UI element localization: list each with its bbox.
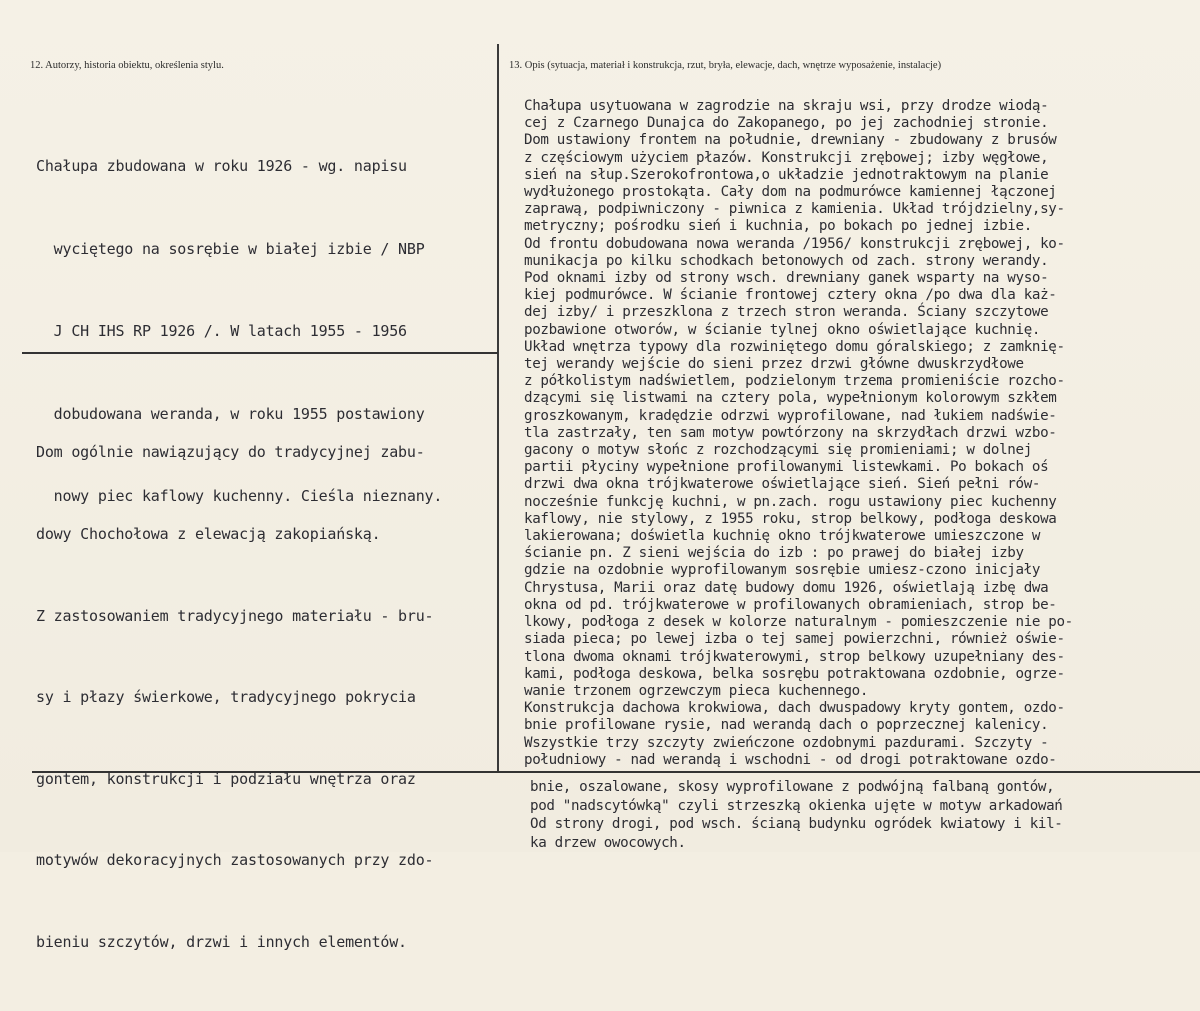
description-line: Od frontu dobudowana nowa weranda /1956/ konstrukcji zrębowej, ko-	[524, 235, 1065, 252]
description-text	[524, 98, 1073, 769]
column-divider	[497, 44, 499, 772]
description-line: Chałupa usytuowana w zagrodzie na skraju wsi, przy drodze wiodą-	[524, 98, 1049, 114]
description-line: kiej podmurówce. W ścianie frontowej cztery okna /po dwa dla każ-	[524, 287, 1057, 304]
description-line: Chrystusa, Marii oraz datę budowy domu 1926, oświetlają izbę dwa	[524, 579, 1049, 596]
description-line: tej werandy wejście do sieni przez drzwi główne dwuskrzydłowe	[524, 356, 1024, 373]
description-line: tlona dwoma oknami trójkwaterowymi, strop belkowy uzupełniany des-	[524, 648, 1065, 665]
description-line: Konstrukcja dachowa krokwiowa, dach dwuspadowy kryty gontem, ozdo-	[524, 700, 1065, 717]
section-13-header: 13. Opis (sytuacja, materiał i konstrukcja, rzut, bryła, elewacje, dach, wnętrze wyposażenie, instalacje)	[509, 60, 942, 71]
description-line: siada pieca; po lewej izba o tej samej powierzchni, również oświe-	[524, 631, 1065, 648]
style-line: bieniu szczytów, drzwi i innych elementów.	[36, 933, 407, 952]
style-line: gontem, konstrukcji i podziału wnętrza oraz	[36, 769, 416, 788]
description-line: metryczny; pośrodku sień i kuchnia, po bokach po jednej izbie.	[524, 218, 1032, 235]
style-line: Z zastosowaniem tradycyjnego materiału - bru-	[36, 606, 434, 625]
history-line: Chałupa zbudowana w roku 1926 - wg. napisu	[36, 157, 407, 175]
description-line: sień na słup.Szerokofrontowa,o układzie jednotraktowym na planie	[524, 166, 1049, 183]
description-line: Wszystkie trzy szczyty zwieńczone ozdobnymi pazdurami. Szczyty -	[524, 734, 1049, 751]
style-line: Dom ogólnie nawiązujący do tradycyjnej zabu-	[36, 443, 425, 462]
description-line: drzwi dwa okna trójkwaterowe oświetlające sień. Sień pełni rów-	[524, 476, 1041, 493]
description-line: gdzie na ozdobnie wyprofilowanym sosrębie umiesz-czono inicjały	[524, 562, 1041, 579]
description-line: kaflowy, nie stylowy, z 1955 roku, strop belkowy, podłoga deskowa	[524, 510, 1057, 527]
history-line: dobudowana weranda, w roku 1955 postawiony	[36, 404, 425, 423]
style-text	[36, 385, 433, 1011]
description-line: Od strony drogi, pod wsch. ścianą budynku ogródek kwiatowy i kil-	[530, 816, 1063, 833]
description-line: Dom ustawiony frontem na południe, drewniany - zbudowany z brusów	[524, 132, 1057, 149]
history-line: J CH IHS RP 1926 /. W latach 1955 - 1956	[36, 322, 407, 340]
description-line: z częściowym użyciem płazów. Konstrukcji zrębowej; izby węgłowe,	[524, 149, 1049, 166]
description-line: munikacja po kilku schodkach betonowych od zach. strony werandy.	[524, 252, 1049, 269]
style-line: sy i płazy świerkowe, tradycyjnego pokrycia	[36, 688, 416, 707]
description-line: groszkowanym, kradędzie odrzwi wyprofilowane, nad łukiem nadświe-	[524, 407, 1057, 424]
description-line: zaprawą, podpiwniczony - piwnica z kamienia. Układ trójdzielny,sy-	[524, 201, 1065, 218]
description-line: tla zastrzały, ten sam motyw powtórzony na skrzydłach drzwi wzbo-	[524, 424, 1057, 441]
description-line: z półkolistym nadświetlem, podzielonym trzema promieniście rozcho-	[524, 373, 1065, 390]
description-line: bnie profilowane rysie, nad werandą dach o poprzecznej kalenicy.	[524, 717, 1049, 734]
description-line: pozbawione otworów, w ścianie tylnej okno oświetlające kuchnię.	[524, 321, 1041, 338]
style-line: motywów dekoracyjnych zastosowanych przy zdo-	[36, 851, 434, 870]
description-line: wanie trzonem ogrzewczym pieca kuchennego.	[524, 682, 869, 699]
description-line: kami, podłoga deskowa, belka sosrębu potraktowana ozdobnie, ogrze-	[524, 665, 1065, 682]
description-line: południowy - nad werandą i wschodni - od drogi potraktowane ozdo-	[524, 751, 1057, 768]
history-line: wyciętego na sosrębie w białej izbie / NBP	[36, 239, 425, 258]
description-line: okna od pd. trójkwaterowe w profilowanych obramieniach, strop be-	[524, 596, 1057, 613]
description-line: Układ wnętrza typowy dla rozwiniętego domu góralskiego; z zamknię-	[524, 338, 1065, 355]
description-line: wydłużonego prostokąta. Cały dom na podmurówce kamiennej łączonej	[524, 184, 1057, 201]
description-line: ka drzew owocowych.	[530, 834, 686, 851]
description-line: cej z Czarnego Dunajca do Zakopanego, po jej zachodniej stronie.	[524, 115, 1049, 132]
description-line: partii płyciny wypełnione profilowanymi listewkami. Po bokach oś	[524, 459, 1049, 476]
description-line: dzącymi się listwami na cztery pola, wypełnionym kolorowym szkłem	[524, 390, 1057, 407]
description-continuation	[530, 778, 1062, 852]
description-line: Pod oknami izby od strony wsch. drewniany ganek wsparty na wyso-	[524, 270, 1049, 287]
description-line: bnie, oszalowane, skosy wyprofilowane z podwójną falbaną gontów,	[530, 779, 1055, 795]
description-line: pod "nadscytówką" czyli strzeszką okienka ujęte w motyw arkadowań	[530, 797, 1063, 814]
style-line: dowy Chochołowa z elewacją zakopiańską.	[36, 525, 381, 544]
description-line: dej izby/ i przeszklona z trzech stron weranda. Ściany szczytowe	[524, 304, 1049, 321]
description-line: lakierowana; doświetla kuchnię okno trójkwaterowe umieszczone w	[524, 528, 1041, 545]
description-line: ścianie pn. Z sieni wejścia do izb : po prawej do białej izby	[524, 545, 1024, 562]
history-line: nowy piec kaflowy kuchenny. Cieśla nieznany.	[36, 487, 443, 505]
description-line: nocześnie funkcję kuchni, w pn.zach. rogu ustawiony piec kuchenny	[524, 493, 1057, 510]
section-12-header: 12. Autorzy, historia obiektu, określenia stylu.	[30, 60, 224, 71]
description-line: lkowy, podłoga z desek w kolorze naturalnym - pomieszczenie nie po-	[524, 614, 1073, 631]
description-line: gacony o motyw słońc z rozchodzącymi się promieniami; w dolnej	[524, 442, 1032, 459]
